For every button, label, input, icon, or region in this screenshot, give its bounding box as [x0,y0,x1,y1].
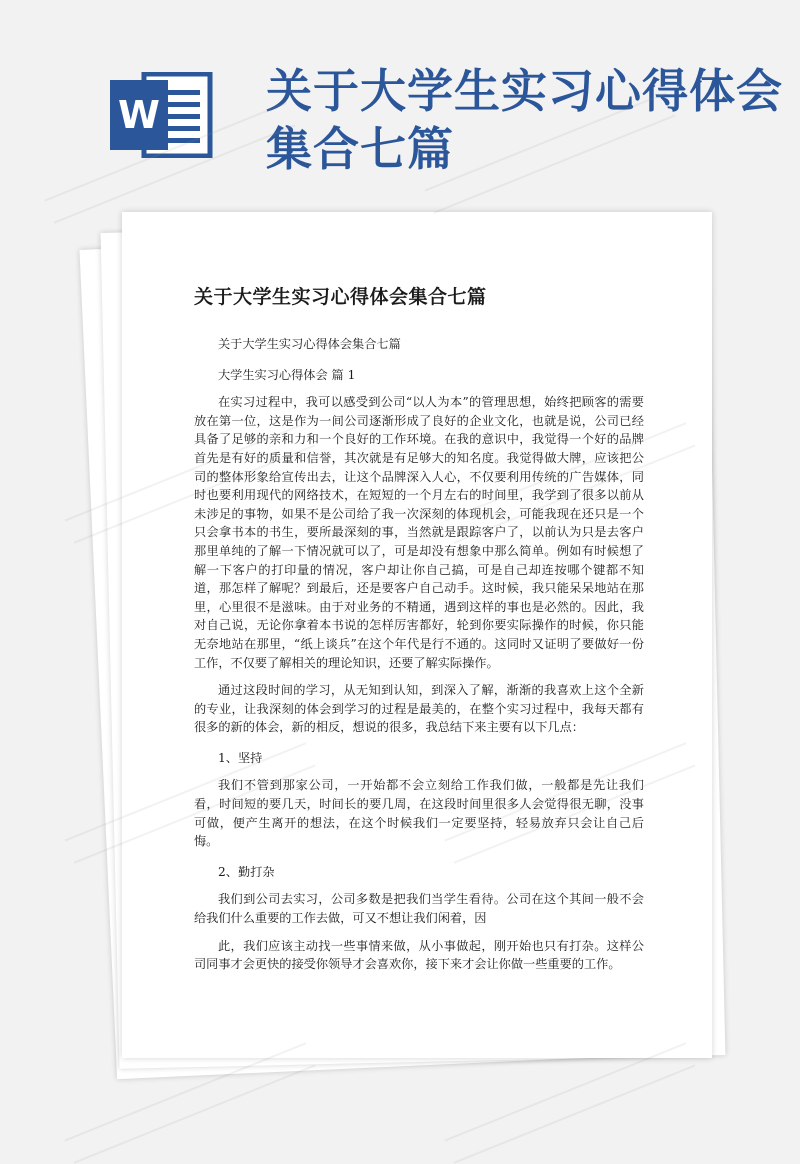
item-2-heading: 2、勤打杂 [218,864,275,879]
word-document-icon [110,72,214,158]
paragraph-1: 在实习过程中，我可以感受到公司“以人为本”的管理思想，始终把顾客的需要放在第一位，这是作为一间公司逐渐形成了良好的企业文化，也就是说，公司已经具备了足够的亲和力和一个良好的工作环境。在我的意识中，我觉得一个好的品牌首先是有好的质量和信誉，其次就是有足够大的知名度。我觉得做大牌，应该把公司的整体形象给宣传出去，让这个品牌深入人心，不仅要利用传统的广告媒体，同时也要利用现代的网络技术，在短短的一个月左右的时间里，我学到了很多以前从未涉足的事物，如果不是公司给了我一次深刻的体现机会，可能我现在还只是一个只会拿书本的书生，要所最深刻的事，当然就是跟踪客户了，以前认为只是去客户那里单纯的了解一下情况就可以了，可是却没有想象中那么简单。例如有时候想了解一下客户的打印量的情况，客户却让你自己搞，可是自己却连按哪个键都不知道，那怎样了解呢？到最后，还是要客户自己动手。这时候，我只能呆呆地站在那里，心里很不是滋味。由于对业务的不精通，遇到这样的事也是必然的。因此，我对自己说，无论你拿着本书说的怎样厉害都好，轮到你要实际操作的时候，你只能无奈地站在那里，“纸上谈兵”在这个年代是行不通的。这同时又证明了要做好一份工作，不仅要了解相关的理论知识，还要了解实际操作。 [194,395,644,670]
item-2-text-1: 我们到公司去实习，公司多数是把我们当学生看待。公司在这个其间一般不会给我们什么重要的工作去做，可又不想让我们闲着，因 [194,892,644,926]
paragraph-2: 通过这段时间的学习，从无知到认知，到深入了解，渐渐的我喜欢上这个全新的专业，让我深刻的体会到学习的过程是最美的，在整个实习过程中，我每天都有很多的新的体会，新的相反，想说的很多，我总结下来主要有以下几点： [194,683,644,735]
item-2-text-2: 此，我们应该主动找一些事情来做，从小事做起，刚开始也只有打杂。这样公司同事才会更快的接受你领导才会喜欢你，接下来才会让你做一些重要的工作。 [194,938,644,972]
item-1-heading: 1、坚持 [218,750,263,765]
document-title: 关于大学生实习心得体会集合七篇 [194,286,487,308]
section-heading: 大学生实习心得体会 篇 1 [218,367,356,382]
page-title: 关于大学生实习心得体会集合七篇 [266,64,783,176]
word-icon-letter: W [118,93,160,137]
document-body [194,282,644,974]
document-subtitle: 关于大学生实习心得体会集合七篇 [218,337,401,351]
item-1-text: 我们不管到那家公司，一开始都不会立刻给工作我们做，一般都是先让我们看，时间短的要几天，时间长的要几周，在这段时间里很多人会觉得很无聊，没事可做，便产生离开的想法，在这个时候我们一定要坚持，轻易放弃只会让自己后悔。 [194,778,644,849]
